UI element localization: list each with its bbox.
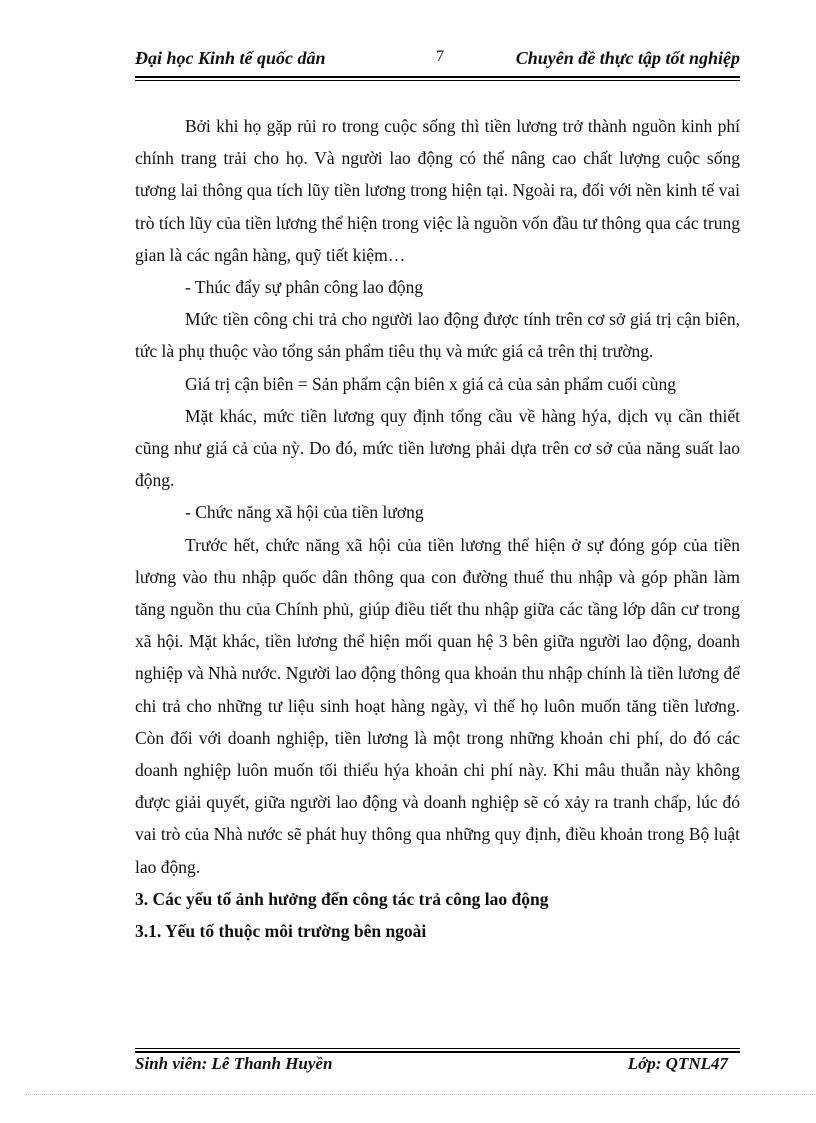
paragraph: - Chức năng xã hội của tiền lương [185, 502, 424, 523]
paragraph: Trước hết, chức năng xã hội của tiền lương thể hiện ở sự đóng góp của tiền lương vào thu nhập quốc dân thông qua con đường thuế thu nhập và góp phần làm tăng nguồn thu của Chính phủ, giúp điều tiết thu nhập giữa các tầng lớp dân cư trong xã hội. Mặt khác, tiền lương thể hiện mối quan hệ 3 bên giữa người lao động, doanh nghiệp và Nhà nước. Người lao động thông qua khoản thu nhập chính là tiền lương để chi trả cho những tư liệu sinh hoạt hàng ngày, vì thế họ luôn muốn tăng tiền lương. Còn đối với doanh nghiệp, tiền lương là một trong những khoản chi phí, do đó các doanh nghiệp luôn muốn tối thiểu hýa khoản chi phí này. Khi mâu thuẫn này không được giải quyết, giữa người lao động và doanh nghiệp sẽ có xảy ra tranh chấp, lúc đó vai trò của Nhà nước sẽ phát huy thông qua những quy định, điều khoản trong Bộ luật lao động. [135, 534, 740, 877]
paragraph: Mặt khác, mức tiền lương quy định tổng cầu về hàng hýa, dịch vụ cần thiết cũng như giá cả của nỳ. Do đó, mức tiền lương phải dựa trên cơ sở của năng suất lao động. [135, 405, 740, 491]
paragraph: - Thúc đẩy sự phân công lao động [185, 277, 424, 298]
header-rule [135, 76, 740, 81]
page-number: 7 [436, 48, 444, 65]
page-footer [135, 1054, 740, 1080]
document-body [135, 110, 740, 947]
paragraph: Giá trị cận biên = Sản phẩm cận biên x giá cả của sản phẩm cuối cùng [185, 373, 676, 394]
footer-rule [135, 1048, 740, 1053]
footer-student: Sinh viên: Lê Thanh Huyền [135, 1054, 333, 1073]
subsection-heading: 3.1. Yếu tố thuộc môi trường bên ngoài [135, 921, 427, 942]
page-edge [25, 1094, 815, 1095]
footer-class: Lớp: QTNL47 [627, 1054, 728, 1073]
paragraph: Mức tiền công chi trả cho người lao động được tính trên cơ sở giá trị cận biên, tức là phụ thuộc vào tổng sản phẩm tiêu thụ và mức giá cả trên thị trường. [135, 309, 740, 362]
header-university: Đại học Kinh tế quốc dân [135, 48, 326, 68]
paragraph: Bởi khi họ gặp rủi ro trong cuộc sống thì tiền lương trở thành nguồn kinh phí chính trang trải cho họ. Và người lao động có thể nâng cao chất lượng cuộc sống tương lai thông qua tích lũy tiền lương trong hiện tại. Ngoài ra, đối với nền kinh tế vai trò tích lũy của tiền lương thể hiện trong việc là nguồn vốn đầu tư thông qua các trung gian là các ngân hàng, quỹ tiết kiệm… [135, 116, 740, 265]
page-header [135, 48, 740, 74]
header-title: Chuyên đề thực tập tốt nghiệp [515, 48, 740, 68]
section-heading: 3. Các yếu tố ảnh hưởng đến công tác trả công lao động [135, 888, 549, 909]
